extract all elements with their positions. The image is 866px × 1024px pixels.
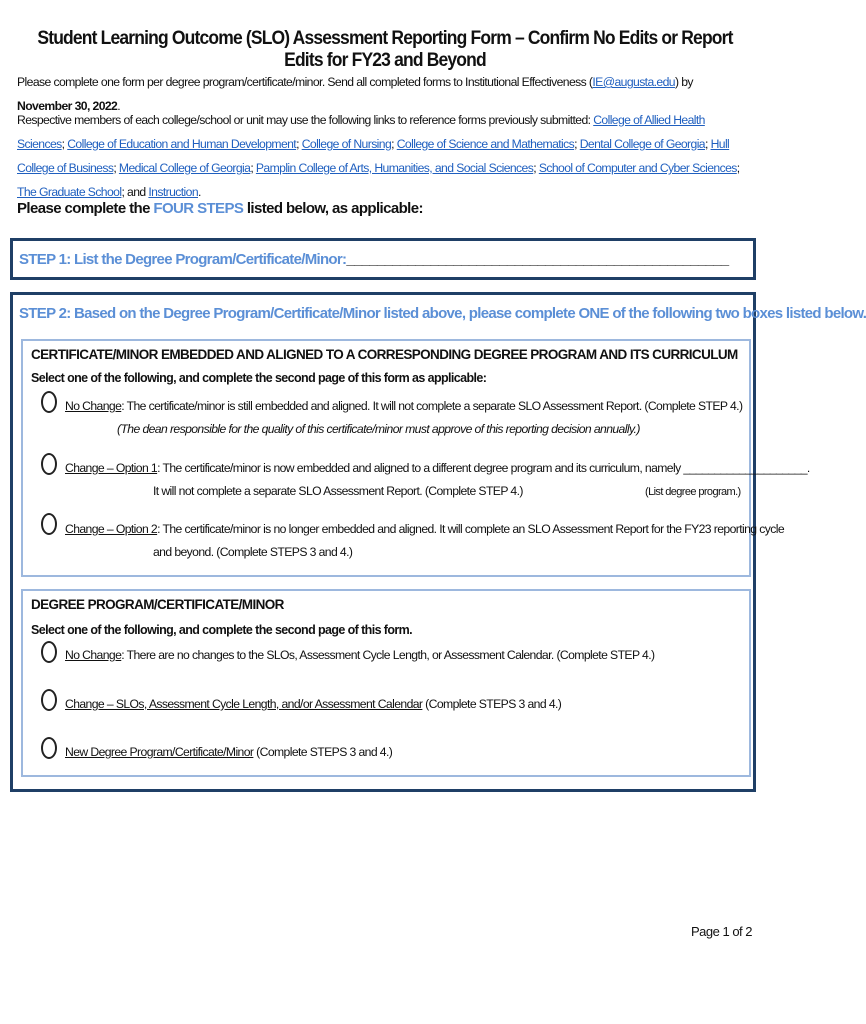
step2-title	[19, 305, 866, 322]
refs-paragraph: Respective members of each college/school or unit may use the following links to reference forms previously submitted: College of Allied Health Sciences; College of Education and Human Development; College of Nursing; College of Science and Mathematics; Dental College of Georgia; Hull College of Business; Medical College of Georgia; Pamplin College of Arts, Humanities, and Social Sciences; School of Computer and Cyber Sciences; The Graduate School; and Instruction.	[17, 113, 740, 199]
box1-option-change-1-name: Change – Option 1	[65, 461, 158, 475]
box2-option-no-change-text: : There are no changes to the SLOs, Assessment Cycle Length, or Assessment Calendar. (Complete STEP 4.)	[121, 648, 655, 662]
four-steps-heading	[17, 200, 423, 217]
link-dental[interactable]: Dental College of Georgia	[579, 137, 705, 151]
box2-change-slos-radio[interactable]	[41, 689, 57, 711]
step1-input-line[interactable]: __________________________________________________	[346, 251, 729, 268]
box1-subheading: Select one of the following, and complete the second page of this form as applicable:	[31, 371, 487, 385]
intro-text-2: ) by	[674, 75, 693, 89]
step2-box	[10, 292, 866, 792]
intro-text-3: .	[117, 99, 121, 113]
intro-text-1: Please complete one form per degree program/certificate/minor. Send all completed forms to Institutional Effectiveness (	[17, 75, 593, 89]
box1-heading: CERTIFICATE/MINOR EMBEDDED AND ALIGNED TO A CORRESPONDING DEGREE PROGRAM AND ITS CURRICULUM	[31, 347, 738, 362]
link-instruction[interactable]: Instruction	[148, 185, 198, 199]
box2-heading: DEGREE PROGRAM/CERTIFICATE/MINOR	[31, 597, 284, 612]
box2-subheading: Select one of the following, and complete the second page of this form.	[31, 623, 413, 637]
box2-no-change-radio[interactable]	[41, 641, 57, 663]
box1-list-degree-hint: (List degree program.)	[645, 486, 741, 498]
refs-lead: Respective members of each college/school or unit may use the following links to reference forms previously submitted:	[17, 113, 594, 127]
link-allied-health[interactable]: College of Allied Health Sciences	[17, 113, 705, 151]
box2-option-change-slos	[65, 697, 561, 711]
step2-label: Based on the Degree Program/Certificate/Minor listed above, please complete ONE of the following two boxes listed below.	[73, 305, 866, 322]
box2-option-new-program-text: (Complete STEPS 3 and 4.)	[253, 745, 393, 759]
box1-option-change-2-line2: and beyond. (Complete STEPS 3 and 4.)	[153, 545, 353, 559]
box1-option-change-1	[65, 461, 810, 475]
box1-option-change-1-text: : The certificate/minor is now embedded and aligned to a different degree program and its curriculum, namely ____________________.	[157, 461, 810, 475]
four-steps-highlight: FOUR STEPS	[153, 200, 244, 217]
box1-option-no-change-name: No Change	[65, 399, 122, 413]
link-science-math[interactable]: College of Science and Mathematics	[396, 137, 575, 151]
box1-no-change-radio[interactable]	[41, 391, 57, 413]
link-nursing[interactable]: College of Nursing	[301, 137, 392, 151]
box1-option-change-2	[65, 522, 784, 536]
refs-end: .	[198, 185, 201, 199]
link-hull-business[interactable]: Hull College of Business	[17, 137, 730, 175]
four-steps-pre: Please complete the	[17, 200, 154, 217]
box1-option-no-change	[65, 399, 742, 413]
step1-number: STEP 1:	[19, 251, 71, 268]
link-graduate-school[interactable]: The Graduate School	[17, 185, 122, 199]
link-medical[interactable]: Medical College of Georgia	[118, 161, 251, 175]
box1-option-change-2-name: Change – Option 2	[65, 522, 158, 536]
refs-and: and	[127, 185, 146, 199]
page-number: Page 1 of 2	[691, 924, 752, 939]
certificate-minor-box	[21, 339, 810, 577]
degree-program-box	[21, 589, 751, 777]
box2-option-change-slos-text: (Complete STEPS 3 and 4.)	[422, 697, 562, 711]
box1-option-change-2-text: : The certificate/minor is no longer embedded and aligned. It will complete an SLO Assessment Report for the FY23 reporting cycle	[157, 522, 785, 536]
box2-new-program-radio[interactable]	[41, 737, 57, 759]
box1-option-change-1-line2: It will not complete a separate SLO Assessment Report. (Complete STEP 4.)	[153, 484, 523, 498]
box2-option-new-program-name: New Degree Program/Certificate/Minor	[65, 745, 254, 759]
link-pamplin[interactable]: Pamplin College of Arts, Humanities, and Social Sciences	[255, 161, 534, 175]
box1-change-option1-radio[interactable]	[41, 453, 57, 475]
step2-number: STEP 2:	[19, 305, 71, 322]
four-steps-post: listed below, as applicable:	[243, 200, 423, 217]
link-computer-cyber[interactable]: School of Computer and Cyber Sciences	[538, 161, 737, 175]
deadline: November 30, 2022	[17, 99, 118, 113]
box1-option-no-change-text: : The certificate/minor is still embedded and aligned. It will not complete a separate SLO Assessment Report. (Complete STEP 4.)	[121, 399, 743, 413]
step1-title	[19, 251, 728, 268]
box2-option-no-change	[65, 648, 654, 662]
email-link[interactable]: IE@augusta.edu	[592, 75, 675, 89]
box1-dean-note: (The dean responsible for the quality of this certificate/minor must approve of this reporting decision annually.)	[117, 422, 640, 436]
step1-box	[10, 238, 756, 280]
step1-label: List the Degree Program/Certificate/Minor:	[73, 251, 347, 268]
form-title: Student Learning Outcome (SLO) Assessment Reporting Form – Confirm No Edits or Report Edits for FY23 and Beyond	[37, 28, 733, 71]
box2-option-no-change-name: No Change	[65, 648, 122, 662]
box2-option-new-program	[65, 745, 392, 759]
link-education[interactable]: College of Education and Human Development	[67, 137, 297, 151]
box2-option-change-slos-name: Change – SLOs, Assessment Cycle Length, and/or Assessment Calendar	[65, 697, 423, 711]
box1-change-option2-radio[interactable]	[41, 513, 57, 535]
